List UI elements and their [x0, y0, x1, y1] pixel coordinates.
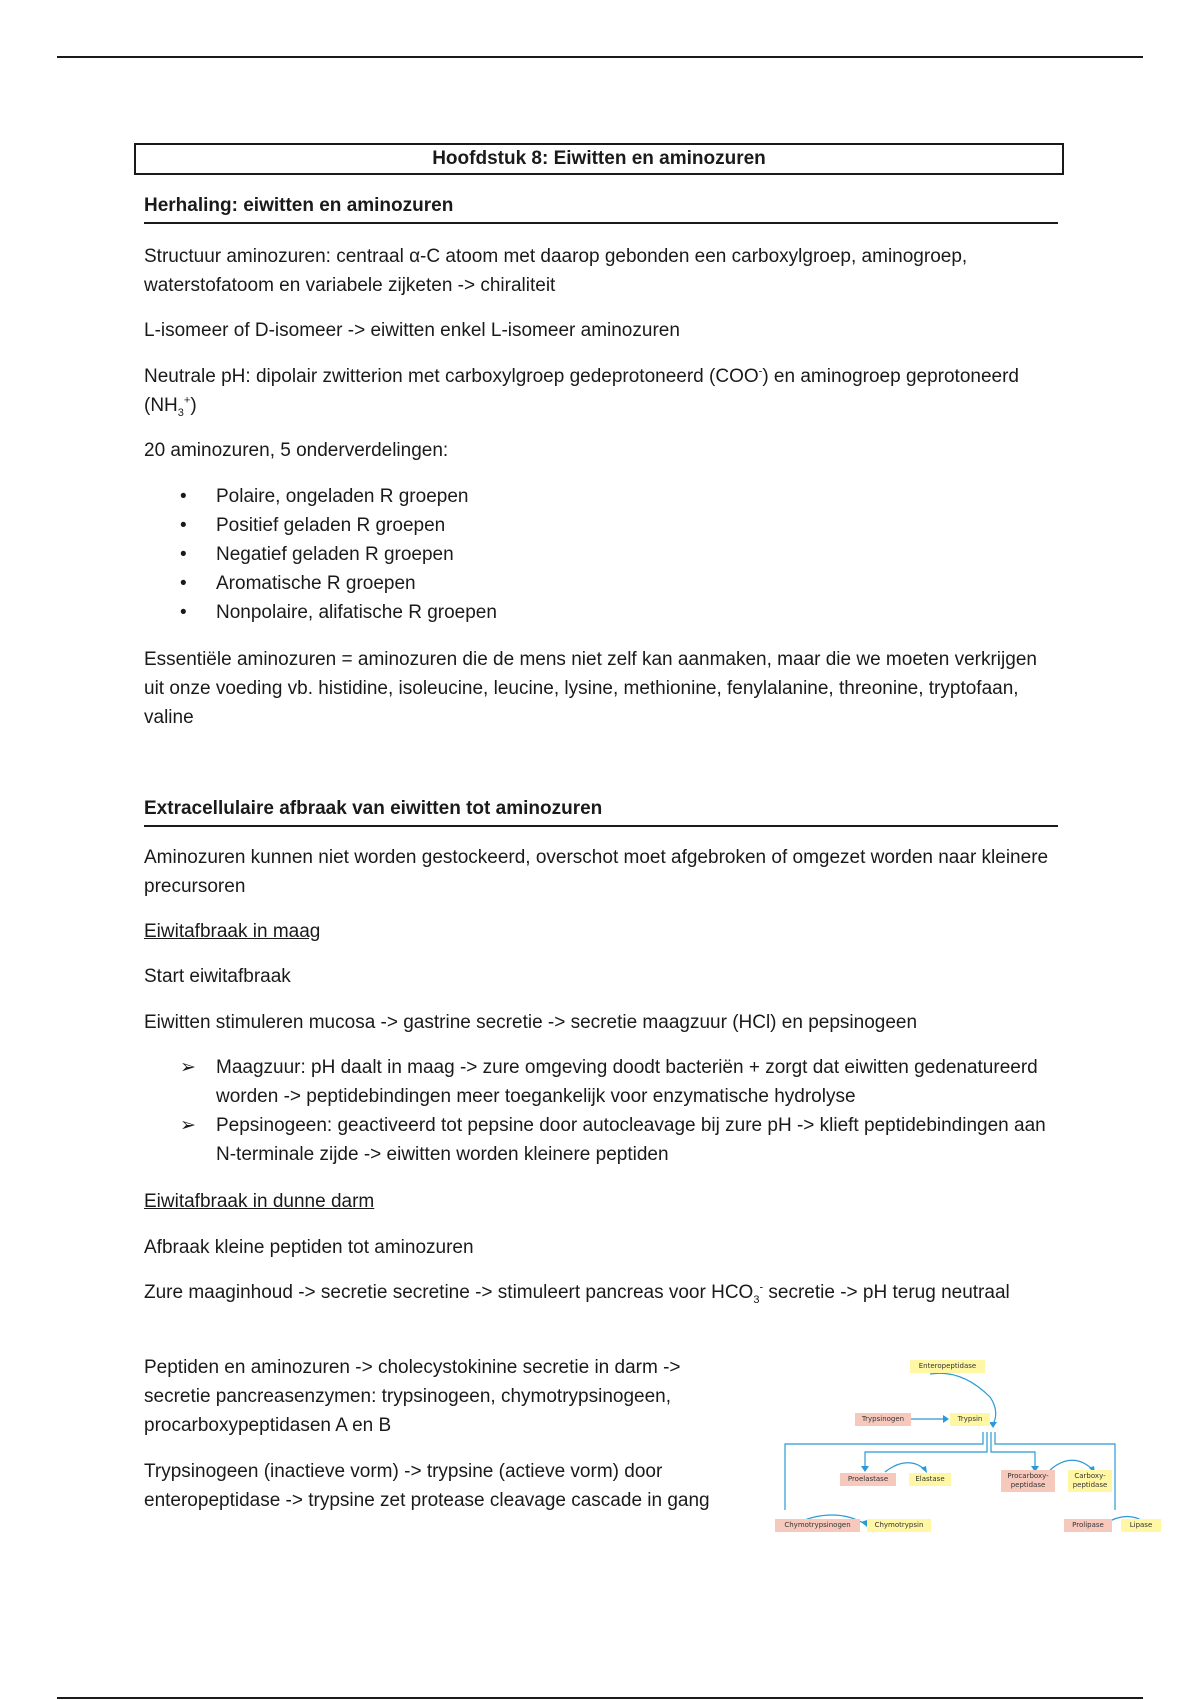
enteropeptidase-node: Enteropeptidase: [910, 1360, 985, 1373]
list-item: • Positief geladen R groepen: [180, 515, 446, 536]
paragraph-structuur: Structuur aminozuren: centraal α-C atoom met daarop gebonden een carboxylgroep, aminogroep, waterstofatoom en variabele zijketen -> chiraliteit: [144, 246, 968, 296]
chymotrypsin-node: Chymotrypsin: [867, 1519, 931, 1532]
trypsin-node: Trypsin: [950, 1413, 990, 1426]
chymotrypsinogen-node: Chymotrypsinogen: [775, 1519, 860, 1532]
paragraph-gestockeerd: Aminozuren kunnen niet worden gestockeerd, overschot moet afgebroken of omgezet worden naar kleinere precursoren: [144, 847, 1049, 897]
header-rule: [57, 56, 1143, 58]
footer-rule: [57, 1697, 1143, 1699]
chapter-title: [134, 143, 1064, 175]
carboxypeptidase-node: Carboxy-peptidase: [1068, 1470, 1112, 1492]
bullet-list-groepen: [144, 482, 1058, 627]
trypsinogen-node: Trypsinogen: [855, 1413, 911, 1426]
section-heading-extracellulaire: Extracellulaire afbraak van eiwitten tot aminozuren: [144, 796, 1058, 827]
list-item: • Polaire, ongeladen R groepen: [180, 486, 469, 507]
paragraph-start: Start eiwitafbraak: [144, 966, 291, 987]
chapter-title-text: Hoofdstuk 8: Eiwitten en aminozuren: [432, 148, 766, 169]
arrow-procarboxy-carboxy: [1050, 1460, 1093, 1470]
lipase-node: Lipase: [1121, 1519, 1161, 1532]
paragraph-cholecystokinine: Peptiden en aminozuren -> cholecystokinine secretie in darm -> secretie pancreasenzymen: trypsinogeen, chymotrypsinogeen, procarboxypeptidasen A en B: [144, 1357, 681, 1436]
paragraph-isomeer: L-isomeer of D-isomeer -> eiwitten enkel L-isomeer aminozuren: [144, 320, 680, 341]
section-heading-herhaling: Herhaling: eiwitten en aminozuren: [144, 193, 1058, 224]
list-item: ➢ Maagzuur: pH daalt in maag -> zure omgeving doodt bacteriën + zorgt dat eiwitten gedenatureerd worden -> peptidebindingen meer toegankelijk voor enzymatische hydrolyse: [180, 1057, 1038, 1107]
proelastase-node: Proelastase: [840, 1473, 896, 1486]
list-item: • Aromatische R groepen: [180, 573, 416, 594]
paragraph-afbraak: Afbraak kleine peptiden tot aminozuren: [144, 1237, 474, 1258]
arrow-list-maag: [144, 1053, 1058, 1169]
list-item: • Negatief geladen R groepen: [180, 544, 454, 565]
paragraph-20-aminozuren: 20 aminozuren, 5 onderverdelingen:: [144, 440, 449, 461]
arrow-trypsin-left: [785, 1432, 983, 1510]
arrow-proelastase-elastase: [885, 1463, 925, 1472]
subheading-dunne-darm: Eiwitafbraak in dunne darm: [144, 1191, 375, 1212]
prolipase-node: Prolipase: [1064, 1519, 1112, 1532]
list-item: ➢ Pepsinogeen: geactiveerd tot pepsine door autocleavage bij zure pH -> klieft peptidebindingen aan N-terminale zijde -> eiwitten worden kleinere peptiden: [180, 1115, 1046, 1165]
paragraph-mucosa: Eiwitten stimuleren mucosa -> gastrine secretie -> secretie maagzuur (HCl) en pepsinogeen: [144, 1012, 918, 1033]
paragraph-essentiele: Essentiële aminozuren = aminozuren die de mens niet zelf kan aanmaken, maar die we moeten verkrijgen uit onze voeding vb. histidine, isoleucine, leucine, lysine, methionine, fenylalanine, threonine, tryptofaan, valine: [144, 649, 1037, 728]
arrow-trypsin-proelastase: [865, 1432, 987, 1470]
list-item: • Nonpolaire, alifatische R groepen: [180, 602, 497, 623]
elastase-node: Elastase: [909, 1473, 951, 1486]
subheading-maag: Eiwitafbraak in maag: [144, 921, 321, 942]
procarboxypeptidase-node: Procarboxy-peptidase: [1001, 1470, 1055, 1492]
paragraph-trypsinogeen: Trypsinogeen (inactieve vorm) -> trypsine (actieve vorm) door enteropeptidase -> trypsine zet protease cleavage cascade in gang: [144, 1461, 710, 1511]
paragraph-neutrale-ph: Neutrale pH: dipolair zwitterion met carboxylgroep gedeprotoneerd (COO-) en aminogroep geprotoneerd $(NH_3^+)$: [144, 365, 1019, 419]
paragraph-zure-maaginhoud: Zure maaginhoud -> secretie secretine -> stimuleert pancreas voor $HCO_3^-$ secretie -> pH terug neutraal: [144, 1281, 1010, 1306]
protease-cascade-diagram: [775, 1352, 1170, 1557]
arrow-trypsin-procarboxy: [991, 1432, 1035, 1470]
